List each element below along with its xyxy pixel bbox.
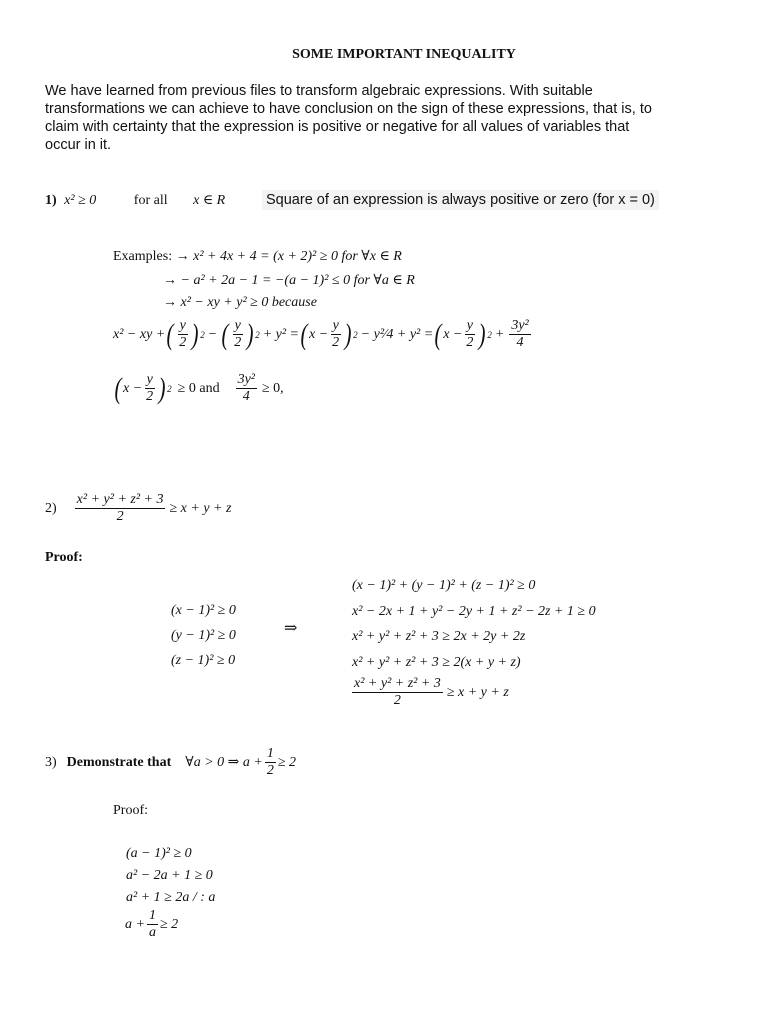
frac-3y2-over-4: $\frac{\text{3y²}}{4}$ xyxy=(237,372,255,404)
page-title: SOME IMPORTANT INEQUALITY xyxy=(292,47,516,62)
ge0-end: ≥ 0, xyxy=(262,380,284,396)
proof-2-left xyxy=(171,598,236,673)
section-3-header xyxy=(45,746,296,779)
right-step: (x − 1)² + (y − 1)² + (z − 1)² ≥ 0 xyxy=(352,578,536,593)
section-3-number: 3) xyxy=(45,754,57,770)
frac-1-over-a: $\frac{1}{a}$ xyxy=(148,908,156,940)
example-3: → x² − xy + y² ≥ 0 because xyxy=(163,295,317,310)
section-3-label: Demonstrate that xyxy=(66,754,172,770)
examples-label: Examples: xyxy=(113,249,173,264)
frac-final: $\frac{\text{x² + y² + z² + 3}}{2}$ xyxy=(354,676,441,708)
final-rhs: ≥ x + y + z xyxy=(446,684,509,700)
expansion-equation: x² − xy + ( $\frac{y}{2}$ ) 2 − ( $\frac{y}{2}$ ) 2 + y² = ( x − $\frac{y}{2}$ ) 2 − y²⁄4 + y² = ( x − $\frac{y}{2}$ ) 2 + $\frac{\text{3y²}}{4}$ xyxy=(113,317,529,351)
example-2: → − a² + 2a − 1 = −(a − 1)² ≤ 0 for ∀a ∈ R xyxy=(163,273,415,288)
right-step: x² + y² + z² + 3 ≥ 2x + 2y + 2z xyxy=(352,629,526,644)
proof-3-step: a² + 1 ≥ 2a / : a xyxy=(126,890,216,905)
eq-mid: − y²⁄4 + y² = xyxy=(360,326,434,342)
frac-1-over-2: $\frac{1}{2}$ xyxy=(266,746,274,778)
frac-y-over-2: $\frac{y}{2}$ xyxy=(234,318,242,350)
proof-2-final xyxy=(350,676,509,709)
proof-3-steps xyxy=(126,843,215,909)
proof-label-3: Proof: xyxy=(113,803,148,818)
frac-3y2-over-4: $\frac{\text{3y²}}{4}$ xyxy=(511,318,529,350)
left-ineq: (z − 1)² ≥ 0 xyxy=(171,653,236,668)
left-ineq: (x − 1)² ≥ 0 xyxy=(171,603,236,618)
frac-y-over-2: $\frac{y}{2}$ xyxy=(466,318,474,350)
proof-label-2: Proof: xyxy=(45,550,83,565)
frac-sum-squares: $\frac{\text{x² + y² + z² + 3}}{2}$ xyxy=(76,492,164,524)
frac-y-over-2: $\frac{y}{2}$ xyxy=(179,318,187,350)
frac-y-over-2: $\frac{y}{2}$ xyxy=(146,372,154,404)
eq-start: x² − xy + xyxy=(113,326,166,342)
ge0-and: ≥ 0 and xyxy=(177,380,220,396)
right-step: x² − 2x + 1 + y² − 2y + 1 + z² − 2z + 1 ≥ 0 xyxy=(352,603,596,619)
eq-plus-y2: + y² = xyxy=(262,326,299,342)
section-2-number: 2) xyxy=(45,500,57,516)
proof-3-step: (a − 1)² ≥ 0 xyxy=(126,846,192,861)
examples-line-1 xyxy=(113,248,402,265)
frac-y-over-2: $\frac{y}{2}$ xyxy=(332,318,340,350)
proof-2-right xyxy=(352,573,596,675)
intro-paragraph: We have learned from previous files to transform algebraic expressions. With suitable transformations we can achieve to have conclusion on the sign of these expressions, that is, to claim with certainty that the expression is positive or negative for all values of variables that occur in it. xyxy=(45,83,652,153)
last-pre: a + xyxy=(125,916,145,932)
proof-3-last xyxy=(125,908,178,941)
right-step: x² + y² + z² + 3 ≥ 2(x + y + z) xyxy=(352,654,521,670)
last-rhs: ≥ 2 xyxy=(159,916,179,932)
for-all-label: for all xyxy=(133,193,168,208)
implies-arrow: ⇒ xyxy=(284,620,298,637)
section-1-number: 1) xyxy=(45,193,57,208)
conclusion-line: ( x − $\frac{y}{2}$ ) 2 ≥ 0 and $\frac{\text{3y²}}{4}$ ≥ 0, xyxy=(114,371,284,405)
section-2-rhs: ≥ x + y + z xyxy=(169,500,232,516)
section-2-header xyxy=(45,492,231,525)
section-3-rhs: ≥ 2 xyxy=(277,754,297,770)
domain-label: x ∈ R xyxy=(193,193,226,208)
proof-3-step: a² − 2a + 1 ≥ 0 xyxy=(126,868,213,883)
section-1-formula: x² ≥ 0 xyxy=(64,193,97,208)
square-note: Square of an expression is always positive or zero (for x = 0) xyxy=(262,190,659,210)
section-3-condition: ∀a > 0 ⇒ a + xyxy=(185,755,263,770)
example-1: → x² + 4x + 4 = (x + 2)² ≥ 0 for ∀x ∈ R xyxy=(175,249,402,264)
left-ineq: (y − 1)² ≥ 0 xyxy=(171,628,236,643)
section-1-header xyxy=(45,192,225,209)
